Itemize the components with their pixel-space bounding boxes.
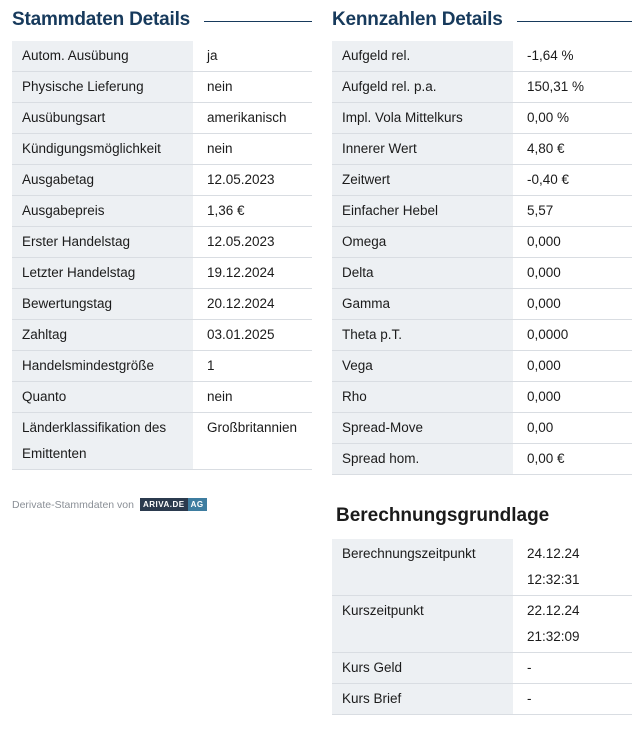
row-value: 0,00 € xyxy=(513,444,632,475)
row-value-line: 24.12.24 xyxy=(527,546,580,561)
stammdaten-row xyxy=(12,134,312,165)
title-divider xyxy=(517,21,632,22)
stammdaten-row xyxy=(12,72,312,103)
row-value: 19.12.2024 xyxy=(193,258,312,289)
row-value: ja xyxy=(193,41,312,72)
row-value: 03.01.2025 xyxy=(193,320,312,351)
ariva-logo-name: ARIVA.DE xyxy=(140,498,188,511)
kennzahlen-row xyxy=(332,444,632,475)
stammdaten-row xyxy=(12,382,312,413)
row-label: Ausgabepreis xyxy=(12,196,193,227)
row-label: Zeitwert xyxy=(332,165,513,196)
kennzahlen-row xyxy=(332,165,632,196)
title-divider xyxy=(204,21,312,22)
kennzahlen-row xyxy=(332,413,632,444)
kennzahlen-row xyxy=(332,134,632,165)
row-value: nein xyxy=(193,134,312,165)
kennzahlen-row xyxy=(332,72,632,103)
berechnung-row xyxy=(332,539,632,596)
row-value-line: 21:32:09 xyxy=(527,629,580,644)
stammdaten-row xyxy=(12,351,312,382)
row-label: Gamma xyxy=(332,289,513,320)
row-label: Vega xyxy=(332,351,513,382)
row-value: 0,00 % xyxy=(513,103,632,134)
row-value: 0,000 xyxy=(513,227,632,258)
row-value: 0,000 xyxy=(513,351,632,382)
kennzahlen-row xyxy=(332,351,632,382)
row-value-line: - xyxy=(527,660,532,675)
row-value: 1,36 € xyxy=(193,196,312,227)
row-label: Aufgeld rel. p.a. xyxy=(332,72,513,103)
kennzahlen-table xyxy=(332,41,632,475)
stammdaten-title: Stammdaten Details xyxy=(12,9,191,30)
row-label: Rho xyxy=(332,382,513,413)
berechnung-table xyxy=(332,539,632,715)
berechnung-title: Berechnungsgrundlage xyxy=(336,505,550,526)
row-value xyxy=(513,596,632,653)
row-value: 4,80 € xyxy=(513,134,632,165)
row-value-line: 12:32:31 xyxy=(527,572,580,587)
row-label: Innerer Wert xyxy=(332,134,513,165)
row-label: Quanto xyxy=(12,382,193,413)
row-label: Spread-Move xyxy=(332,413,513,444)
kennzahlen-row xyxy=(332,227,632,258)
row-label: Autom. Ausübung xyxy=(12,41,193,72)
stammdaten-panel xyxy=(12,0,312,511)
kennzahlen-row xyxy=(332,382,632,413)
stammdaten-header xyxy=(12,0,312,40)
row-value: amerikanisch xyxy=(193,103,312,134)
row-value: 12.05.2023 xyxy=(193,227,312,258)
berechnung-row xyxy=(332,653,632,684)
kennzahlen-row xyxy=(332,41,632,72)
kennzahlen-header xyxy=(332,0,632,40)
row-value: -0,40 € xyxy=(513,165,632,196)
row-value xyxy=(513,653,632,684)
row-value: 1 xyxy=(193,351,312,382)
row-value: 0,000 xyxy=(513,258,632,289)
row-label: Zahltag xyxy=(12,320,193,351)
row-label: Handelsmindestgröße xyxy=(12,351,193,382)
stammdaten-table xyxy=(12,41,312,470)
row-label: Berechnungszeitpunkt xyxy=(332,539,513,596)
stammdaten-row xyxy=(12,196,312,227)
ariva-logo-suffix: AG xyxy=(188,498,207,511)
stammdaten-row xyxy=(12,413,312,470)
row-label: Kurszeitpunkt xyxy=(332,596,513,653)
row-value xyxy=(513,684,632,715)
row-value: 20.12.2024 xyxy=(193,289,312,320)
stammdaten-row xyxy=(12,103,312,134)
row-label: Spread hom. xyxy=(332,444,513,475)
row-value: nein xyxy=(193,382,312,413)
row-label: Länderklassifikation des Emittenten xyxy=(12,413,193,470)
row-value: 0,00 xyxy=(513,413,632,444)
row-value: 12.05.2023 xyxy=(193,165,312,196)
row-label: Theta p.T. xyxy=(332,320,513,351)
row-value: 5,57 xyxy=(513,196,632,227)
kennzahlen-row xyxy=(332,196,632,227)
berechnung-row xyxy=(332,596,632,653)
row-label: Letzter Handelstag xyxy=(12,258,193,289)
source-label: Derivate-Stammdaten von xyxy=(12,498,134,511)
kennzahlen-row xyxy=(332,320,632,351)
row-label: Omega xyxy=(332,227,513,258)
row-label: Kurs Geld xyxy=(332,653,513,684)
row-value xyxy=(513,539,632,596)
row-label: Delta xyxy=(332,258,513,289)
stammdaten-row xyxy=(12,320,312,351)
kennzahlen-title: Kennzahlen Details xyxy=(332,9,503,30)
row-label: Ausgabetag xyxy=(12,165,193,196)
stammdaten-row xyxy=(12,289,312,320)
row-label: Kündigungsmöglichkeit xyxy=(12,134,193,165)
row-value-line: - xyxy=(527,691,532,706)
kennzahlen-panel xyxy=(332,0,632,715)
row-value: 150,31 % xyxy=(513,72,632,103)
row-label: Ausübungsart xyxy=(12,103,193,134)
row-value: 0,000 xyxy=(513,382,632,413)
row-value: -1,64 % xyxy=(513,41,632,72)
kennzahlen-row xyxy=(332,289,632,320)
row-value: Großbritannien xyxy=(193,413,312,470)
row-label: Impl. Vola Mittelkurs xyxy=(332,103,513,134)
kennzahlen-row xyxy=(332,103,632,134)
row-value-line: 22.12.24 xyxy=(527,603,580,618)
row-value: 0,000 xyxy=(513,289,632,320)
row-label: Kurs Brief xyxy=(332,684,513,715)
row-label: Aufgeld rel. xyxy=(332,41,513,72)
row-label: Erster Handelstag xyxy=(12,227,193,258)
berechnung-row xyxy=(332,684,632,715)
row-value: nein xyxy=(193,72,312,103)
row-label: Bewertungstag xyxy=(12,289,193,320)
row-label: Physische Lieferung xyxy=(12,72,193,103)
row-label: Einfacher Hebel xyxy=(332,196,513,227)
stammdaten-row xyxy=(12,227,312,258)
row-value: 0,0000 xyxy=(513,320,632,351)
ariva-logo[interactable] xyxy=(140,498,207,511)
stammdaten-row xyxy=(12,258,312,289)
stammdaten-row xyxy=(12,41,312,72)
kennzahlen-row xyxy=(332,258,632,289)
data-source-note xyxy=(12,498,312,511)
stammdaten-row xyxy=(12,165,312,196)
